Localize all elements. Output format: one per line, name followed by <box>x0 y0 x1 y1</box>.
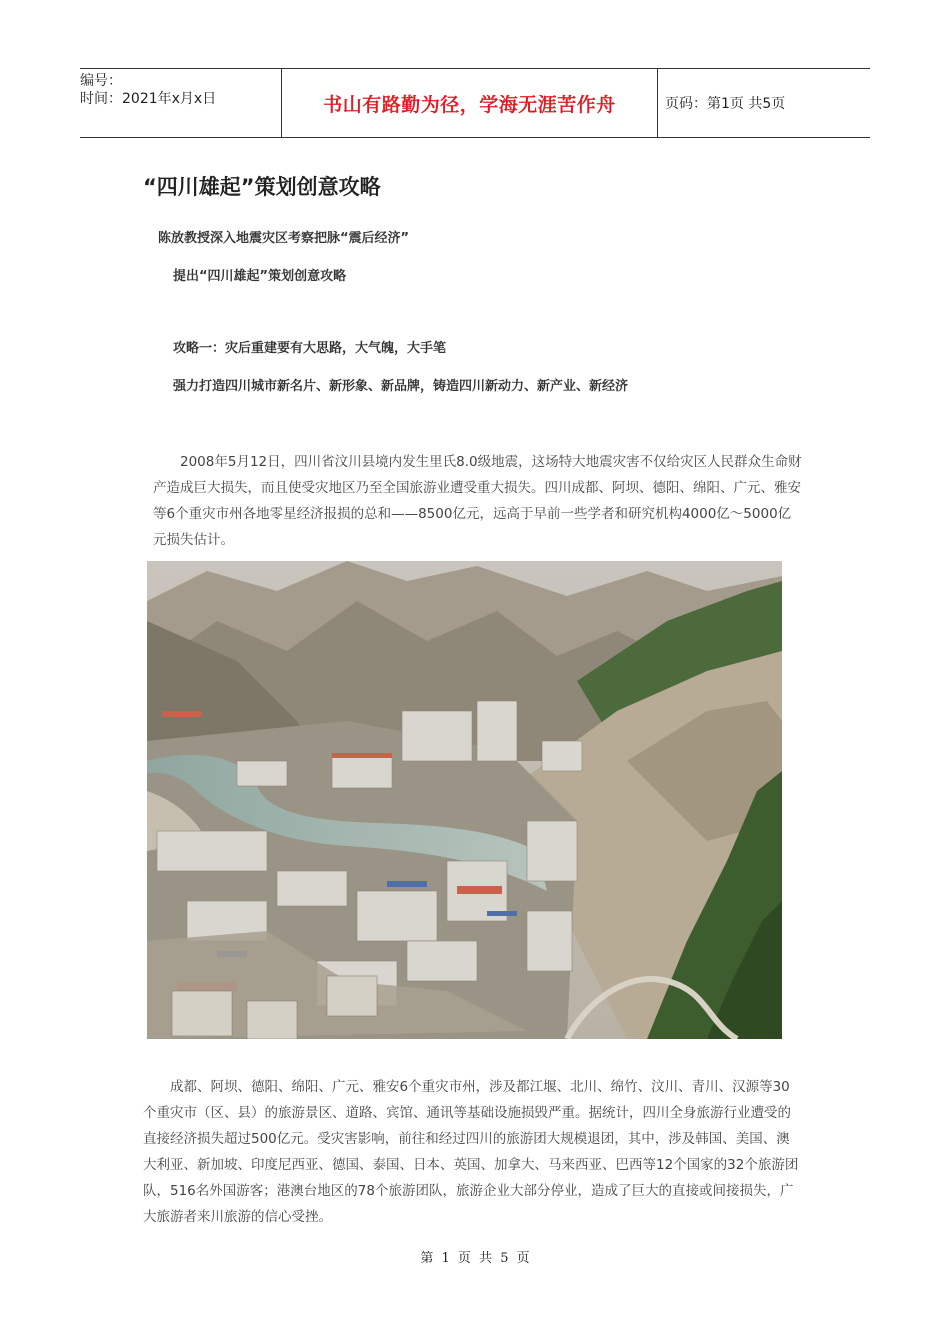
strategy-1-detail: 强力打造四川城市新名片、新形象、新品牌，铸造四川新动力、新产业、新经济 <box>173 379 629 394</box>
page-footer: 第 1 页 共 5 页 <box>420 1251 530 1266</box>
number-label: 编号： <box>80 73 122 89</box>
header-motto: 书山有路勤为径，学海无涯苦作舟 <box>323 93 616 116</box>
paragraph-2: 成都、阿坝、德阳、绵阳、广元、雅安6个重灾市州，涉及都江堰、北川、绵竹、汶川、青川、汉源等30个重灾市（区、县）的旅游景区、道路、宾馆、通讯等基础设施损毁严重。据统计，四川全身旅游行业遭受的直接经济损失超过500亿元。受灾害影响，前往和经过四川的旅游团大规模退团，其中，涉及韩国、美国、澳大利亚、新加坡、印度尼西亚、德国、泰国、日本、英国、加拿大、马来西亚、巴西等12个国家的32个旅游团队，516名外国游客；港澳台地区的78个旅游团队，旅游企业大部分停业，造成了巨大的直接或间接损失，广大旅游者来川旅游的信心受挫。 <box>143 1079 799 1225</box>
paragraph-1: 2008年5月12日，四川省汶川县境内发生里氏8.0级地震，这场特大地震灾害不仅给灾区人民群众生命财产造成巨大损失，而且使受灾地区乃至全国旅游业遭受重大损失。四川成都、阿坝、德阳、绵阳、广元、雅安等6个重灾市州各地零星经济报损的总和——8500亿元，远高于早前一些学者和研究机构4000亿～5000亿元损失估计。 <box>153 454 802 548</box>
header-motto-cell <box>281 69 658 137</box>
document-title: “四川雄起”策划创意攻略 <box>143 175 381 199</box>
header-page-info: 页码：第1页 共5页 <box>665 96 786 112</box>
header-meta <box>80 69 281 137</box>
subtitle-1: 陈放教授深入地震灾区考察把脉“震后经济” <box>158 231 410 246</box>
strategy-1-heading: 攻略一：灾后重建要有大思路，大气魄，大手笔 <box>173 341 447 356</box>
subtitle-2: 提出“四川雄起”策划创意攻略 <box>173 269 347 284</box>
page-header <box>80 68 870 138</box>
time-label: 时间：2021年x月x日 <box>80 91 217 107</box>
earthquake-town-photo <box>147 561 782 1039</box>
